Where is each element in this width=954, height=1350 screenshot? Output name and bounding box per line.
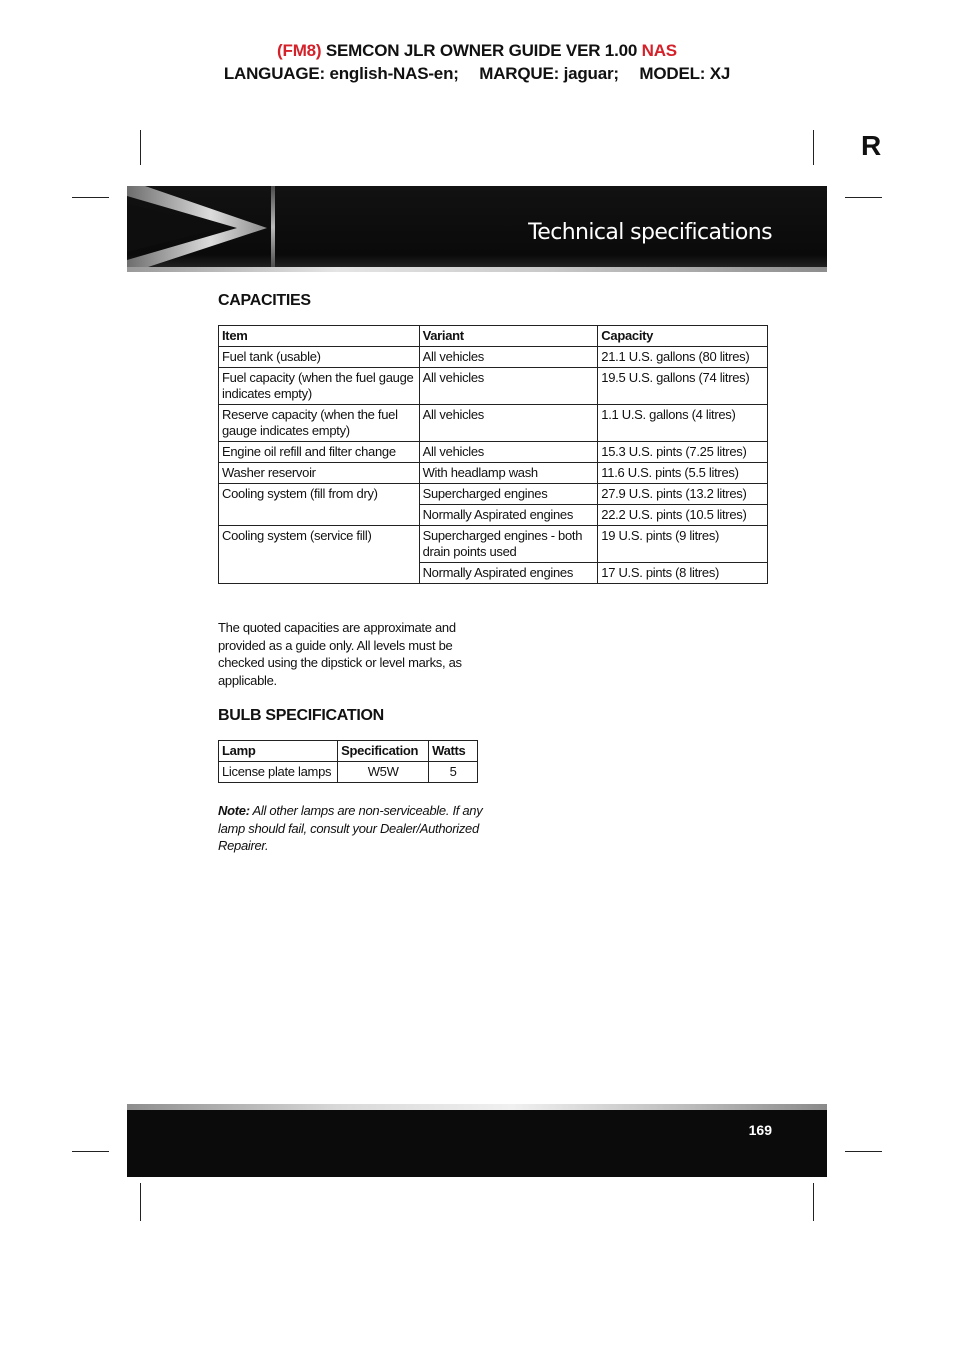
header-language: LANGUAGE: english-NAS-en; [223,64,459,83]
bulb-table [218,740,478,783]
cell-capacity: 11.6 U.S. pints (5.5 litres) [598,463,768,484]
header-title: SEMCON JLR OWNER GUIDE VER 1.00 [325,41,638,60]
cell-specification: W5W [338,762,429,783]
document-header-line1 [0,41,954,61]
cell-item: Cooling system (fill from dry) [219,484,420,526]
capacities-table [218,325,768,584]
column-header-variant: Variant [419,326,598,347]
cell-capacity: 27.9 U.S. pints (13.2 litres) [598,484,768,505]
cell-watts: 5 [429,762,478,783]
header-model: MODEL: XJ [639,64,731,83]
chapter-banner [127,186,827,272]
footer-strip [127,1104,827,1110]
cell-capacity: 19 U.S. pints (9 litres) [598,526,768,563]
crop-mark [845,197,882,198]
note-label: Note: [218,803,250,818]
cell-item: Engine oil refill and filter change [219,442,420,463]
column-header-capacity: Capacity [598,326,768,347]
table-header-row [219,741,478,762]
banner-divider [271,186,275,268]
cell-variant: All vehicles [419,368,598,405]
banner-bottom-strip [127,267,827,272]
crop-mark [813,1183,814,1221]
cell-capacity: 17 U.S. pints (8 litres) [598,563,768,584]
capacities-heading: CAPACITIES [218,292,311,309]
chevron-arrow-graphic [127,186,275,268]
column-header-specification: Specification [338,741,429,762]
cell-capacity: 21.1 U.S. gallons (80 litres) [598,347,768,368]
note-text: All other lamps are non-serviceable. If any lamp should fail, consult your Dealer/Authorized Repairer. [218,803,483,853]
crop-mark [845,1151,882,1152]
header-prefix: (FM8) [277,41,322,60]
capacities-footnote: The quoted capacities are approximate and provided as a guide only. All levels must be checked using the dipstick or level marks, as applicable. [218,620,462,688]
crop-mark [72,1151,109,1152]
section-letter: R [861,130,882,161]
crop-mark [140,1183,141,1221]
table-row [219,463,768,484]
table-row [219,762,478,783]
table-row [219,368,768,405]
table-row [219,347,768,368]
crop-mark [140,130,141,165]
chapter-title: Technical specifications [528,220,772,245]
cell-item: Cooling system (service fill) [219,526,420,584]
cell-capacity: 19.5 U.S. gallons (74 litres) [598,368,768,405]
cell-item: Fuel tank (usable) [219,347,420,368]
bulb-heading: BULB SPECIFICATION [218,707,384,724]
crop-mark [813,130,814,165]
cell-item: Washer reservoir [219,463,420,484]
cell-capacity: 22.2 U.S. pints (10.5 litres) [598,505,768,526]
table-row [219,526,768,563]
column-header-item: Item [219,326,420,347]
bulb-note [218,802,488,855]
document-header-line2 [0,64,954,84]
cell-capacity: 15.3 U.S. pints (7.25 litres) [598,442,768,463]
header-marque: MARQUE: jaguar; [479,64,619,83]
cell-variant: Supercharged engines [419,484,598,505]
cell-variant: All vehicles [419,347,598,368]
cell-item: Fuel capacity (when the fuel gauge indicates empty) [219,368,420,405]
cell-variant: Supercharged engines - both drain points used [419,526,598,563]
cell-capacity: 1.1 U.S. gallons (4 litres) [598,405,768,442]
table-row [219,484,768,505]
cell-variant: All vehicles [419,405,598,442]
header-suffix: NAS [641,41,677,60]
cell-variant: Normally Aspirated engines [419,563,598,584]
column-header-watts: Watts [429,741,478,762]
crop-mark [72,197,109,198]
cell-lamp: License plate lamps [219,762,338,783]
cell-item: Reserve capacity (when the fuel gauge indicates empty) [219,405,420,442]
cell-variant: All vehicles [419,442,598,463]
table-row [219,442,768,463]
cell-variant: With headlamp wash [419,463,598,484]
page-number: 169 [748,1122,772,1138]
column-header-lamp: Lamp [219,741,338,762]
table-row [219,405,768,442]
cell-variant: Normally Aspirated engines [419,505,598,526]
table-header-row [219,326,768,347]
page-footer [127,1104,827,1177]
